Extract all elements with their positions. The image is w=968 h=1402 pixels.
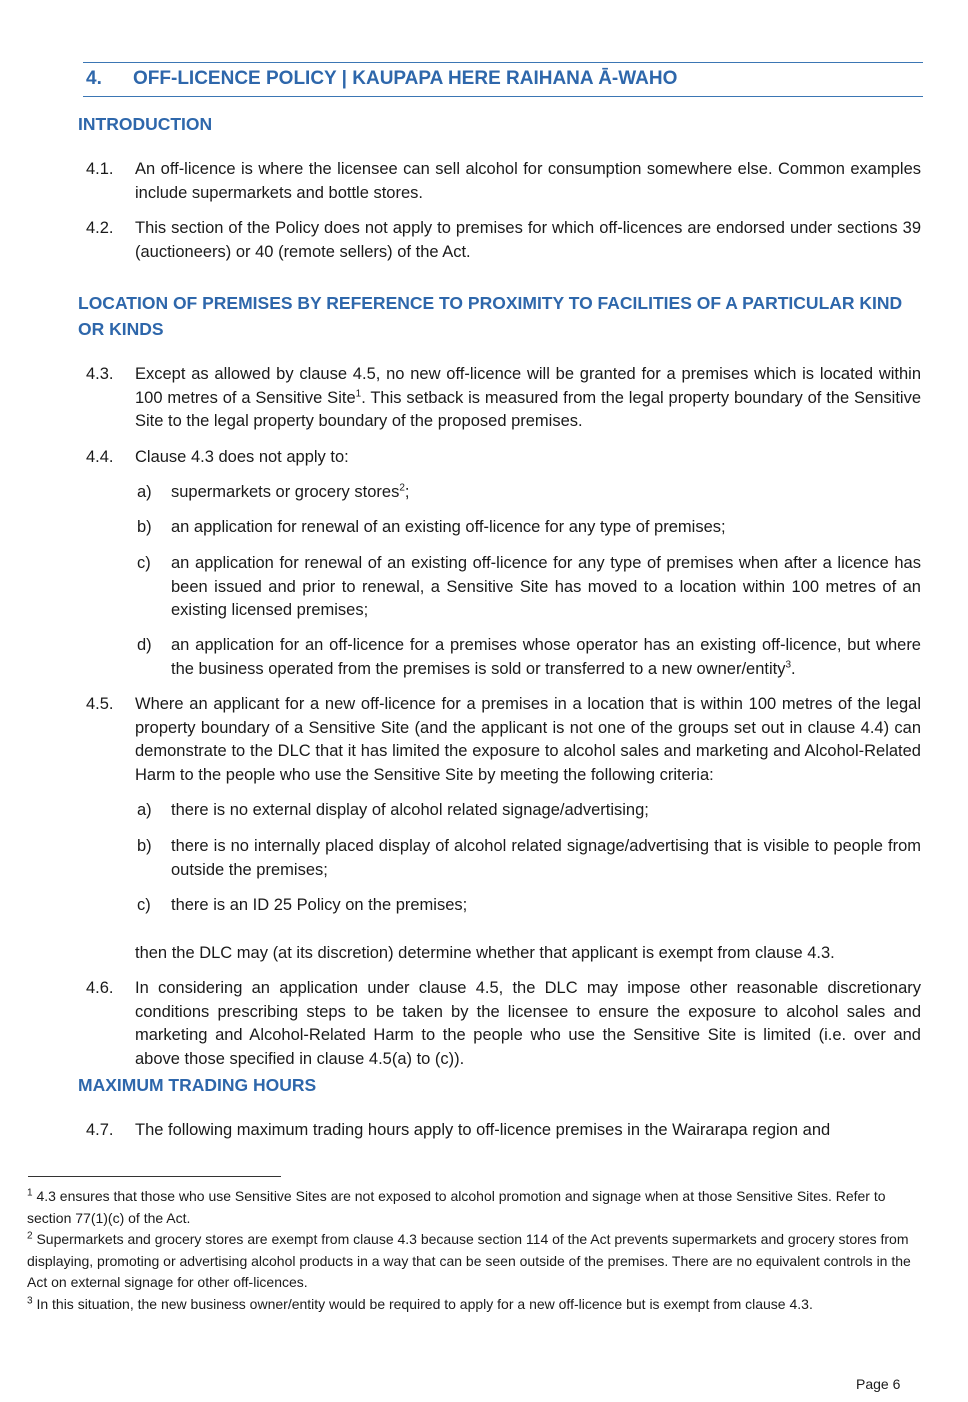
clause-number: 4.3. [86, 365, 114, 383]
footnote-ref-1: 1 [355, 388, 362, 400]
clause-text: This section of the Policy does not apply to premises for which off-licences are endorsed under sections 39 (auctioneers) or 40 (remote sellers) of the Act. [135, 219, 921, 261]
clause-text: The following maximum trading hours apply to off-licence premises in the Wairarapa region and [135, 1121, 831, 1139]
clause-number: 4.4. [86, 448, 114, 466]
heading-location: LOCATION OF PREMISES BY REFERENCE TO PROXIMITY TO FACILITIES OF A PARTICULAR KIND OR KINDS [78, 293, 903, 339]
heading-trading-hours: MAXIMUM TRADING HOURS [78, 1075, 317, 1095]
clause-text: Except as allowed by clause 4.5, no new off-licence will be granted for a premises which is located within 100 metres of a Sensitive Site$^1$. This setback is measured from the legal property boundary of the Sensitive Site to the legal property boundary of the proposed premises. [135, 365, 921, 431]
footnote-3: $^3$ In this situation, the new business owner/entity would be required to apply for a new off-licence but is exempt from clause 4.3. [27, 1295, 813, 1312]
heading-introduction: INTRODUCTION [78, 114, 213, 134]
clause-number: 4.1. [86, 160, 114, 178]
clause-4-5-conclusion: then the DLC may (at its discretion) determine whether that applicant is exempt from clause 4.3. [135, 944, 835, 962]
clause-text: In considering an application under clause 4.5, the DLC may impose other reasonable discretionary conditions prescribing steps to be taken by the licensee to ensure the exposure to alcohol sales and marketing and Alcohol-Related Harm to the people who use the Sensitive Site is limited (i.e. over and above those specified in clause 4.5(a) to (c)). [135, 979, 921, 1068]
footnote-ref-2: 2 [399, 482, 405, 494]
section-header [83, 62, 923, 97]
page-number: Page 6 [856, 1376, 901, 1392]
footnote-1: $^1$ 4.3 ensures that those who use Sensitive Sites are not exposed to alcohol promotion and signage when at those Sensitive Sites. Refer to section 77(1)(c) of the Act. [27, 1187, 886, 1226]
clause-number: 4.5. [86, 695, 114, 713]
clause-number: 4.6. [86, 979, 114, 997]
clause-number: 4.7. [86, 1121, 114, 1139]
clause-text: An off-licence is where the licensee can sell alcohol for consumption somewhere else. Common examples include supermarkets and bottle stores. [135, 160, 921, 202]
footnote-ref-3: 3 [785, 659, 792, 671]
clause-text: Clause 4.3 does not apply to: [135, 448, 349, 466]
footnote-separator [28, 1176, 281, 1177]
footnote-2: $^2$ Supermarkets and grocery stores are exempt from clause 4.3 because section 114 of the Act prevents supermarkets and grocery stores from displaying, promoting or advertising alcohol products in a way that can be seen outside of the premises. There are no equivalent controls in the Act on external signage for other off-licences. [27, 1230, 911, 1290]
clause-number: 4.2. [86, 219, 114, 237]
section-number: 4. [86, 68, 102, 89]
clause-text: Where an applicant for a new off-licence for a premises in a location that is within 100 metres of the legal property boundary of a Sensitive Site (and the applicant is not one of the groups set out in clause 4.4) can demonstrate to the DLC that it has limited the exposure to alcohol sales and marketing and Alcohol-Related Harm to the people who use the Sensitive Site by meeting the following criteria: [135, 695, 921, 784]
section-title: OFF-LICENCE POLICY | KAUPAPA HERE RAIHANA Ā-WAHO [133, 68, 678, 89]
